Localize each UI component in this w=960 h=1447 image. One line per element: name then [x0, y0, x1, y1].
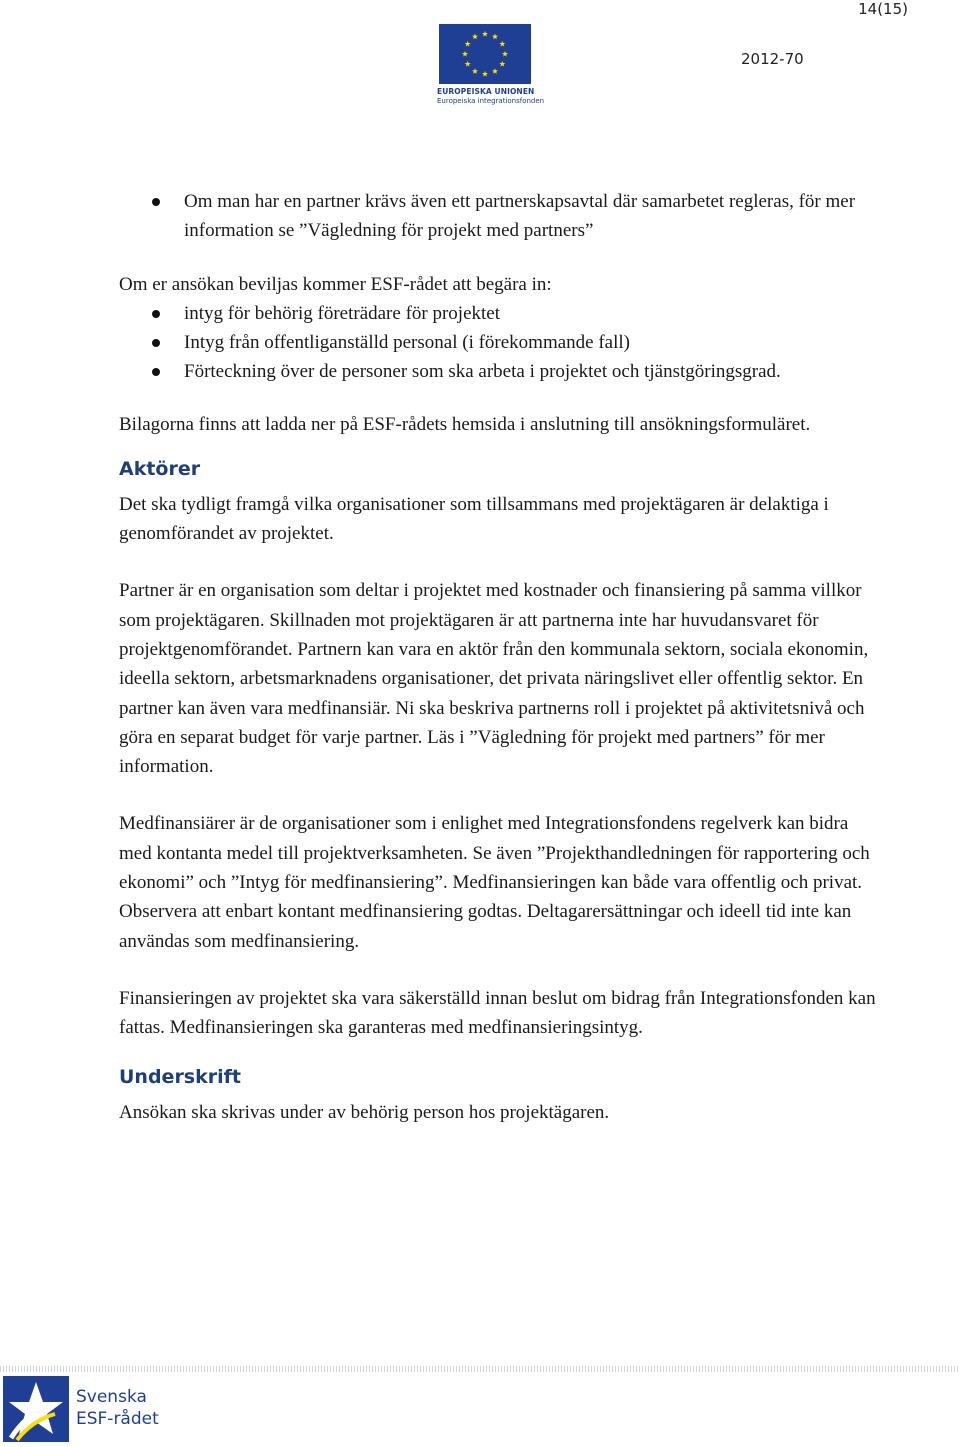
eu-star-icon [472, 33, 478, 39]
list-item: intyg för behörig företrädare för projektet [119, 299, 879, 328]
paragraph: Det ska tydligt framgå vilka organisationer som tillsammans med projektägaren är delaktiga i genomförandet av projektet. [119, 493, 829, 545]
esf-star-icon [3, 1376, 69, 1442]
list-item: Intyg från offentliganställd personal (i förekommande fall) [119, 328, 879, 357]
esf-logo-text [76, 1386, 159, 1430]
list-item: Förteckning över de personer som ska arbeta i projektet och tjänstgöringsgrad. [119, 357, 879, 386]
eu-star-icon [482, 31, 488, 37]
eu-star-icon [465, 41, 471, 47]
document-number: 2012-70 [741, 50, 804, 68]
paragraph: Medfinansiärer är de organisationer som i enlighet med Integrationsfondens regelverk kan bidra med kontanta medel till projektverksamheten. Se även ”Projekthandledningen för rapportering och ekonomi” och ”Intyg för medfinansiering”. Medfinansieringen kan både vara offentlig och privat. Observera att enbart kontant medfinansiering godtas. Deltagarersättningar och ideell tid inte kan användas som medfinansiering. [119, 813, 870, 952]
eu-star-icon [465, 61, 471, 67]
approval-bullet-list [119, 299, 879, 387]
document-body [119, 187, 879, 1127]
eu-star-icon [499, 61, 505, 67]
partner-bullet-list [119, 187, 879, 246]
section-heading-actors: Aktörer [119, 457, 201, 480]
esf-logo-line2: ESF-rådet [76, 1409, 159, 1429]
list-item: Om man har en partner krävs även ett partnerskapsavtal där samarbetet regleras, för mer information se ”Vägledning för projekt med partners” [119, 187, 879, 246]
eu-logo-line2: Europeiska integrationsfonden [437, 97, 545, 105]
esf-logo [3, 1376, 163, 1442]
attachments-note: Bilagorna finns att ladda ner på ESF-rådets hemsida i anslutning till ansökningsformuläret. [119, 413, 811, 435]
eu-star-icon [472, 68, 478, 74]
eu-star-icon [462, 51, 468, 57]
eu-star-icon [502, 51, 508, 57]
eu-star-icon [482, 71, 488, 77]
paragraph: Finansieringen av projektet ska vara säkerställd innan beslut om bidrag från Integrationsfonden kan fattas. Medfinansieringen ska garanteras med medfinansieringsintyg. [119, 987, 876, 1039]
page-number: 14(15) [858, 0, 908, 18]
eu-logo-line1: EUROPEISKA UNIONEN [437, 87, 535, 96]
esf-logo-line1: Svenska [76, 1387, 147, 1407]
footer-divider [0, 1366, 960, 1372]
eu-logo [437, 24, 545, 106]
paragraph: Partner är en organisation som deltar i projektet med kostnader och finansiering på samma villkor som projektägaren. Skillnaden mot projektägaren är att partnerna inte har huvudansvaret för projektgenomförandet. Partnern kan vara en aktör från den kommunala sektorn, sociala ekonomin, ideella sektorn, arbetsmarknadens organisationer, det privata näringslivet eller offentlig sektor. En partner kan även vara medfinansiär. Ni ska beskriva partnerns roll i projektet på aktivitetsnivå och göra en separat budget för varje partner. Läs i ”Vägledning för projekt med partners” för mer information. [119, 580, 869, 778]
section-heading-signature: Underskrift [119, 1065, 241, 1088]
eu-star-icon [492, 33, 498, 39]
paragraph: Ansökan ska skrivas under av behörig person hos projektägaren. [119, 1101, 610, 1123]
approval-intro: Om er ansökan beviljas kommer ESF-rådet att begära in: [119, 273, 552, 295]
eu-star-icon [492, 68, 498, 74]
eu-star-icon [499, 41, 505, 47]
eu-flag-icon [439, 24, 531, 84]
